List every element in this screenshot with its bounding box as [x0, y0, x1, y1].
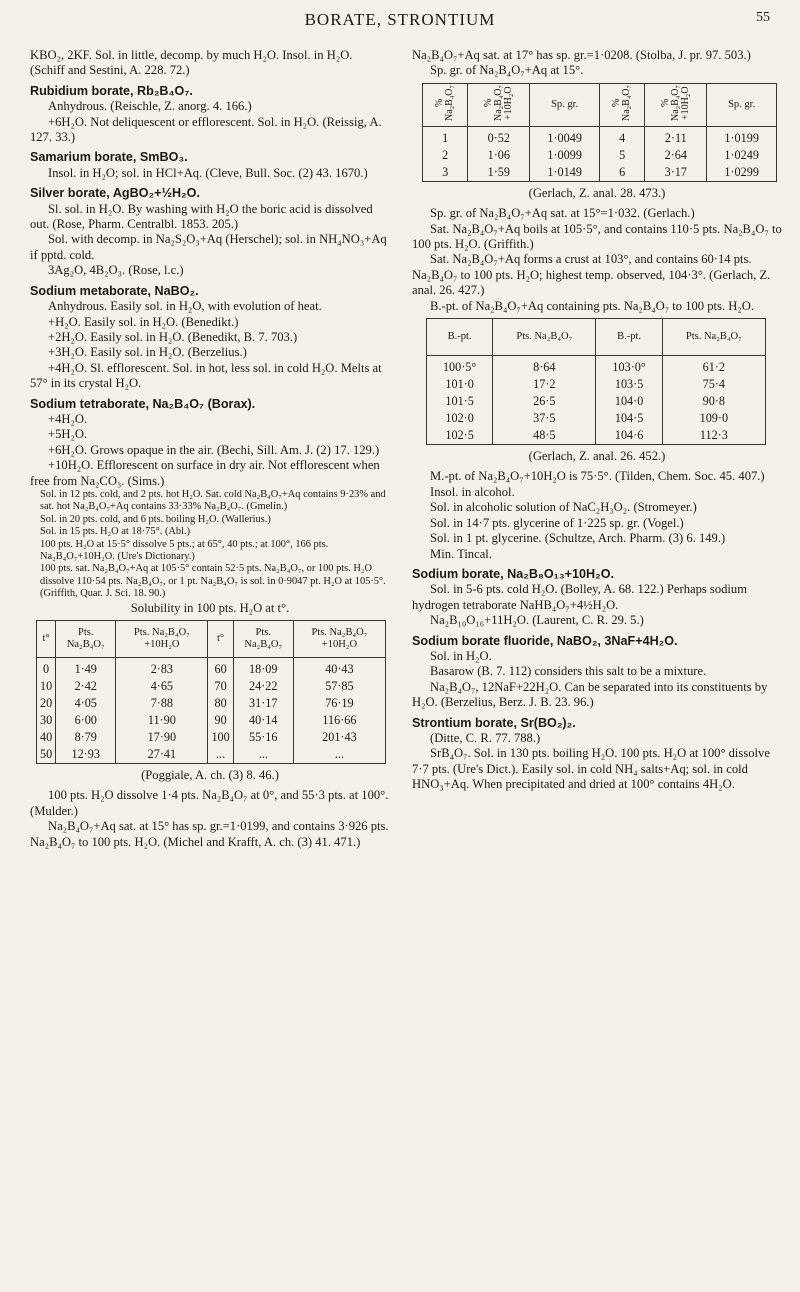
table-cell: 12·93 [56, 746, 116, 764]
paragraph: Sol. in H₂O. [430, 648, 492, 663]
paragraph: Sl. sol. in H₂O. By washing with H₂O the boric acid is dissolved out. (Rose, Pharm. Centralbl. 1853. 205.) [30, 201, 373, 232]
column-header-text: % Na₂B₄O₇ +10H₂O [659, 84, 691, 121]
paragraph: Sol. in alcoholic solution of NaC₂H₃O₂. (Stromeyer.) [430, 500, 697, 515]
table-cell: 55·16 [233, 729, 293, 746]
paragraph: Anhydrous. Easily sol. in H₂O, with evolution of heat. [48, 299, 322, 314]
paragraph: (Ditte, C. R. 77. 788.) [430, 730, 541, 745]
boiling-point-table [426, 318, 766, 445]
table-cell: 4·65 [116, 678, 208, 695]
column-header [645, 83, 707, 126]
table-cell: 27·41 [116, 746, 208, 764]
table-cell: 102·5 [427, 427, 493, 445]
table-cell: 101·5 [427, 393, 493, 410]
table-cell: 104·5 [596, 410, 662, 427]
table-cell: 10 [37, 678, 56, 695]
table-cell: 100·5° [427, 356, 493, 377]
entry-heading: Sodium borate, Na₂B₈O₁₃+10H₂O. [412, 566, 615, 581]
paragraph: +6H₂O. Not deliquescent or efflorescent. Sol. in H₂O. (Reissig, A. 127. 33.) [30, 114, 382, 145]
paragraph: +5H₂O. [48, 427, 88, 442]
table-cell: 1·49 [56, 658, 116, 679]
table-cell: 17·90 [116, 729, 208, 746]
column-header: Pts. Na₂B₄O₇ [56, 621, 116, 658]
paragraph: Na₂B₁₀O₁₆+11H₂O. (Laurent, C. R. 29. 5.) [430, 613, 644, 628]
specific-gravity-table [422, 83, 777, 182]
table-row [423, 126, 777, 147]
paragraph: Sat. Na₂B₄O₇+Aq forms a crust at 103°, and contains 60·14 pts. Na₂B₄O₇ to 100 pts. H₂O; highest temp. observed, 104·3°. (Gerlach, Z. anal. 26. 427.) [412, 252, 771, 298]
paragraph: Sol. in 20 pts. cold, and 6 pts. boiling H₂O. (Wallerius.) [40, 513, 271, 525]
paragraph: Basarow (B. 7. 112) considers this salt to be a mixture. [430, 664, 707, 679]
table-cell: 116·66 [293, 712, 385, 729]
table-cell: 4·05 [56, 695, 116, 712]
column-header-text: % Na₂B₄O₇ +10H₂O [482, 84, 514, 121]
table-cell: 1 [423, 126, 468, 147]
entry-heading: Samarium borate, SmBO₃. [30, 150, 188, 165]
table-cell: 109·0 [662, 410, 765, 427]
column-header: Pts. Na₂B₄O₇ +10H₂O [293, 621, 385, 658]
table-row [423, 147, 777, 164]
table-cell: 37·5 [493, 410, 596, 427]
page-number: 55 [756, 10, 770, 25]
paragraph: Solubility in 100 pts. H₂O at t°. [130, 600, 290, 615]
table-cell: 0 [37, 658, 56, 679]
column-header: Sp. gr. [707, 83, 777, 126]
paragraph: +6H₂O. Grows opaque in the air. (Bechi, Sill. Am. J. (2) 17. 129.) [48, 442, 380, 457]
table-cell: 40 [37, 729, 56, 746]
column-header: t° [37, 621, 56, 658]
table-cell: 103·0° [596, 356, 662, 377]
table-cell: 2·42 [56, 678, 116, 695]
column-header: Pts. Na₂B₄O₇ +10H₂O [116, 621, 208, 658]
right-paragraphs-mid [412, 206, 782, 314]
paragraph: 100 pts. sat. Na₂B₄O₇+Aq at 105·5° contain 52·5 pts. Na₂B₄O₇, or 100 pts. H₂O dissolve 110·54 pts. Na₂B₄O₇, or 1 pt. Na₂B₄O₇ is sol. in 0·9047 pt. H₂O at 105·5°. (Griffith, Quar. J. Sci. 18. 90.) [40, 563, 386, 600]
table-cell: 8·79 [56, 729, 116, 746]
table-row [427, 356, 766, 377]
table-cell: 1·06 [468, 147, 530, 164]
table-caption: (Gerlach, Z. anal. 26. 452.) [528, 449, 666, 464]
table-row [37, 678, 386, 695]
table-cell: 30 [37, 712, 56, 729]
table-cell: 1·0049 [530, 126, 600, 147]
table-cell: 40·43 [293, 658, 385, 679]
right-paragraphs-after [412, 469, 782, 792]
table-cell: 1·59 [468, 164, 530, 182]
table-cell: 1·0199 [707, 126, 777, 147]
table-row [427, 410, 766, 427]
paragraph: B.-pt. of Na₂B₄O₇+Aq containing pts. Na₂B₄O₇ to 100 pts. H₂O. [430, 298, 754, 313]
table-caption: (Gerlach, Z. anal. 28. 473.) [528, 185, 666, 200]
paragraph: Sol. in 12 pts. cold, and 2 pts. hot H₂O. Sat. cold Na₂B₄O₇+Aq contains 9·23% and sat. hot Na₂B₄O₇+Aq contains 33·33% Na₂B₄O₇. (Gmelin.) [40, 488, 386, 513]
table-cell: 70 [208, 678, 233, 695]
table-cell: 50 [37, 746, 56, 764]
table-cell: 6·00 [56, 712, 116, 729]
left-paragraphs [30, 48, 390, 616]
paragraph: Na₂B₄O₇+Aq sat. at 17° has sp. gr.=1·0208. (Stolba, J. pr. 97. 503.) [412, 48, 751, 62]
table-row [427, 376, 766, 393]
table-cell: 5 [599, 147, 644, 164]
solubility-table [36, 620, 386, 764]
paragraph: +4H₂O. Sl. efflorescent. Sol. in hot, less sol. in cold H₂O. Melts at 57° in its crystal H₂O. [30, 360, 382, 391]
table-cell: 2·11 [645, 126, 707, 147]
page-header [0, 8, 800, 38]
paragraph: Min. Tincal. [430, 546, 492, 561]
table-cell: 80 [208, 695, 233, 712]
table-row [37, 746, 386, 764]
paragraph: Sp. gr. of Na₂B₄O₇+Aq sat. at 15°=1·032. (Gerlach.) [430, 206, 695, 221]
right-paragraphs-before [412, 48, 782, 79]
paragraph: Anhydrous. (Reischle, Z. anorg. 4. 166.) [48, 99, 252, 114]
paragraph: +H₂O. Easily sol. in H₂O. (Benedikt.) [48, 314, 239, 329]
table-cell: 1·0149 [530, 164, 600, 182]
column-header-text: % Na₂B₄O₇ [611, 84, 633, 121]
column-header [468, 83, 530, 126]
entry-heading: Strontium borate, Sr(BO₂)₂. [412, 715, 576, 730]
paragraph: +2H₂O. Easily sol. in H₂O. (Benedikt, B. 7. 703.) [48, 329, 298, 344]
table-cell: 31·17 [233, 695, 293, 712]
table-cell: 40·14 [233, 712, 293, 729]
table-caption: (Poggiale, A. ch. (3) 8. 46.) [141, 768, 279, 783]
table-row [37, 695, 386, 712]
paragraph: 100 pts. H₂O at 15·5° dissolve 5 pts.; at 65°, 40 pts.; at 100°, 166 pts. Na₂B₄O₇+10H₂O. (Ure's Dictionary.) [40, 538, 329, 562]
table-cell: 104·0 [596, 393, 662, 410]
column-header-text: % Na₂B₄O₇ [434, 84, 456, 121]
paragraph: Sol. in 14·7 pts. glycerine of 1·225 sp. gr. (Vogel.) [430, 515, 684, 530]
table-cell: 11·90 [116, 712, 208, 729]
paragraph: KBO₂, 2KF. Sol. in little, decomp. by much H₂O. Insol. in H₂O. (Schiff and Sestini, A. 228. 72.) [30, 48, 353, 78]
paragraph: +10H₂O. Efflorescent on surface in dry air. Not efflorescent when free from Na₂CO₃. (Sims.) [30, 458, 380, 488]
entry-heading: Sodium metaborate, NaBO₂. [30, 283, 199, 298]
column-header: Pts. Na₂B₄O₇ [233, 621, 293, 658]
paragraph: +3H₂O. Easily sol. in H₂O. (Berzelius.) [48, 345, 247, 360]
table-cell: 1·0299 [707, 164, 777, 182]
table-row [427, 393, 766, 410]
running-title: BORATE, STRONTIUM [304, 10, 496, 29]
table-cell: 1·0249 [707, 147, 777, 164]
table-cell: 2 [423, 147, 468, 164]
paragraph: Sol. in 1 pt. glycerine. (Schultze, Arch. Pharm. (3) 6. 149.) [430, 531, 726, 546]
table-cell: 104·6 [596, 427, 662, 445]
left-column [30, 48, 390, 850]
table-cell: 7·88 [116, 695, 208, 712]
table-cell: 8·64 [493, 356, 596, 377]
table-cell: ... [233, 746, 293, 764]
column-header: t° [208, 621, 233, 658]
paragraph: SrB₄O₇. Sol. in 130 pts. boiling H₂O. 100 pts. H₂O at 100° dissolve 7·7 pts. (Ure's Dict.). Easily sol. in cold NH₄ salts+Aq; sol. in cold HNO₃+Aq. When precipitated and dried at 100° contains 4H₂O. [412, 746, 770, 792]
table-cell: 20 [37, 695, 56, 712]
paragraph: 3Ag₂O, 4B₂O₃. (Rose, l.c.) [48, 263, 184, 278]
table-cell: 2·64 [645, 147, 707, 164]
table-cell: 90 [208, 712, 233, 729]
table-cell: 0·52 [468, 126, 530, 147]
table-cell: 18·09 [233, 658, 293, 679]
entry-heading: Sodium tetraborate, Na₂B₄O₇ (Borax). [30, 396, 256, 411]
table-cell: 75·4 [662, 376, 765, 393]
column-header: B.-pt. [596, 319, 662, 356]
paragraph: Insol. in H₂O; sol. in HCl+Aq. (Cleve, Bull. Soc. (2) 43. 1670.) [48, 165, 368, 180]
paragraph: Sol. in 5-6 pts. cold H₂O. (Bolley, A. 68. 122.) Perhaps sodium hydrogen tetraborate NaHB₄O₇+4½H₂O. [412, 582, 748, 612]
table-cell: 24·22 [233, 678, 293, 695]
table-cell: 2·83 [116, 658, 208, 679]
table-cell: 90·8 [662, 393, 765, 410]
table-cell: 101·0 [427, 376, 493, 393]
table-cell: ... [293, 746, 385, 764]
table-cell: 1·0099 [530, 147, 600, 164]
column-header [599, 83, 644, 126]
column-header: Pts. Na₂B₄O₇ [662, 319, 765, 356]
table-cell: 201·43 [293, 729, 385, 746]
paragraph: Sp. gr. of Na₂B₄O₇+Aq at 15°. [430, 63, 584, 78]
entry-heading: Silver borate, AgBO₂+½H₂O. [30, 186, 200, 201]
table-row [37, 729, 386, 746]
table-cell: 60 [208, 658, 233, 679]
paragraph: Sat. Na₂B₄O₇+Aq boils at 105·5°, and contains 110·5 pts. Na₂B₄O₇ to 100 pts. H₂O. (Griffith.) [412, 221, 782, 252]
table-cell: 76·19 [293, 695, 385, 712]
table-cell: 3·17 [645, 164, 707, 182]
paragraph: Sol. with decomp. in Na₂S₂O₃+Aq (Herschel); sol. in NH₄NO₃+Aq if pptd. cold. [30, 232, 387, 262]
table-cell: 6 [599, 164, 644, 182]
table-cell: 100 [208, 729, 233, 746]
paragraph: Insol. in alcohol. [430, 484, 515, 499]
column-header [423, 83, 468, 126]
entry-heading: Sodium borate fluoride, NaBO₂, 3NaF+4H₂O. [412, 633, 678, 648]
table-cell: 112·3 [662, 427, 765, 445]
table-cell: 103·5 [596, 376, 662, 393]
paragraph: +4H₂O. [48, 411, 88, 426]
right-column [412, 48, 782, 793]
table-cell: 61·2 [662, 356, 765, 377]
table-cell: 17·2 [493, 376, 596, 393]
table-cell: 57·85 [293, 678, 385, 695]
table-cell: 3 [423, 164, 468, 182]
left-paragraphs-after [30, 788, 390, 850]
entry-heading: Rubidium borate, Rb₂B₄O₇. [30, 83, 193, 98]
column-header: B.-pt. [427, 319, 493, 356]
table-cell: ... [208, 746, 233, 764]
column-header: Sp. gr. [530, 83, 600, 126]
table-cell: 26·5 [493, 393, 596, 410]
table-row [423, 164, 777, 182]
paragraph: Na₂B₄O₇, 12NaF+22H₂O. Can be separated into its constituents by H₂O. (Berzelius, Berz. J. B. 23. 96.) [412, 679, 768, 710]
table-cell: 4 [599, 126, 644, 147]
table-row [37, 712, 386, 729]
table-cell: 102·0 [427, 410, 493, 427]
paragraph: M.-pt. of Na₂B₄O₇+10H₂O is 75·5°. (Tilden, Chem. Soc. 45. 407.) [430, 469, 765, 484]
column-header: Pts. Na₂B₄O₇ [493, 319, 596, 356]
table-row [37, 658, 386, 679]
table-cell: 48·5 [493, 427, 596, 445]
paragraph: Sol. in 15 pts. H₂O at 18·75°. (Abl.) [40, 526, 191, 538]
table-row [427, 427, 766, 445]
paragraph: Na₂B₄O₇+Aq sat. at 15° has sp. gr.=1·0199, and contains 3·926 pts. Na₂B₄O₇ to 100 pts. H₂O. (Michel and Krafft, A. ch. (3) 41. 471.) [30, 819, 389, 849]
paragraph: 100 pts. H₂O dissolve 1·4 pts. Na₂B₄O₇ at 0°, and 55·3 pts. at 100°. (Mulder.) [30, 788, 389, 818]
